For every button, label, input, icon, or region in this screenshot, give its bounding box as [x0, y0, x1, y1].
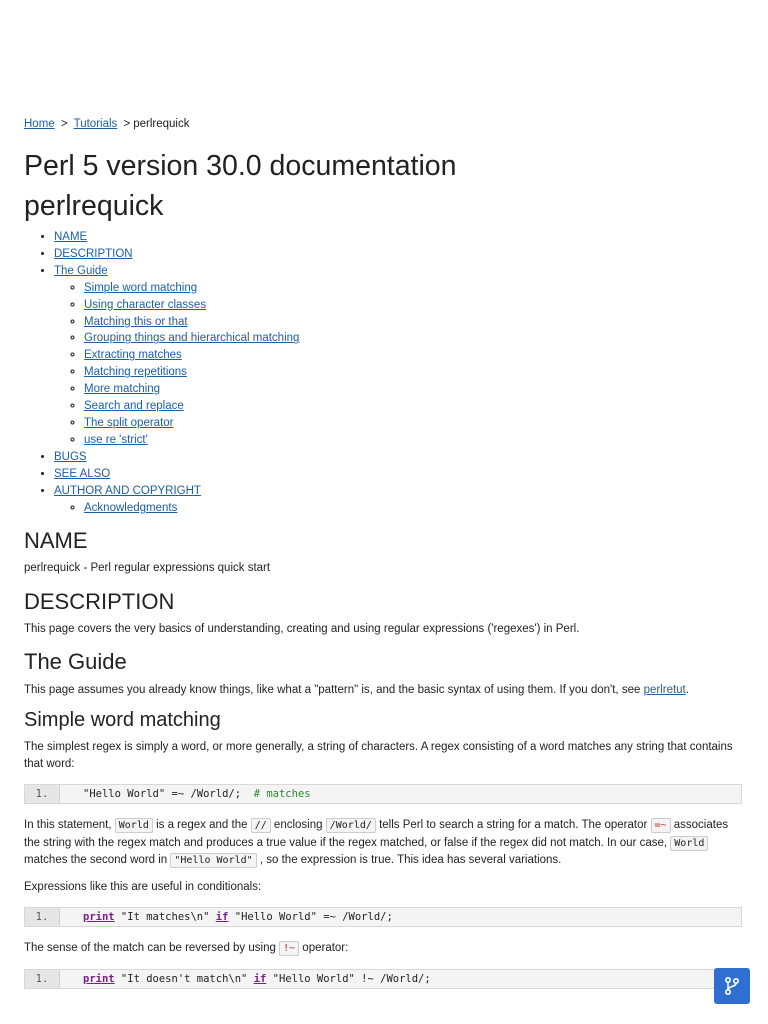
toc-link-guide[interactable]: The Guide: [54, 264, 108, 277]
name-text: perlrequick - Perl regular expressions quick start: [24, 562, 271, 574]
toc-sublist-guide: [54, 280, 299, 449]
toc-subitem: [84, 500, 299, 517]
toc-subitem: [84, 415, 299, 432]
simple-intro-text: The simplest regex is simply a word, or more generally, a string of characters. A regex consisting of a word matches any string that contains that word:: [24, 741, 733, 770]
toc-link-this-or-that[interactable]: Matching this or that: [84, 315, 188, 328]
para-text: enclosing: [270, 819, 326, 831]
inline-code: //: [251, 818, 271, 833]
toc-item: [54, 483, 299, 517]
para-text: is a regex and the: [152, 819, 251, 831]
code-text: "Hello World" =~ /World/;: [228, 911, 393, 923]
breadcrumb: [24, 118, 189, 130]
line-number: 1.: [25, 785, 60, 803]
guide-text-before: This page assumes you already know things, like what a "pattern" is, and the basic syntax of using them. If you don't, see: [24, 684, 644, 696]
toc-link-extracting[interactable]: Extracting matches: [84, 349, 182, 362]
line-number: 1.: [25, 908, 60, 926]
toc-subitem: [84, 347, 299, 364]
para-text: The sense of the match can be reversed by using: [24, 942, 280, 954]
toc-link-name[interactable]: NAME: [54, 231, 88, 243]
toc-link-character-classes[interactable]: Using character classes: [84, 298, 207, 311]
toc-link-see-also[interactable]: SEE ALSO: [54, 467, 111, 480]
page-subtitle: perlrequick: [24, 190, 164, 222]
inline-code: World: [115, 818, 153, 833]
code-keyword[interactable]: if: [253, 973, 267, 985]
breadcrumb-current: perlrequick: [133, 118, 190, 130]
toc-link-use-re-strict[interactable]: use re 'strict': [84, 433, 148, 446]
code-text: "Hello World" =~ /World/;: [83, 788, 254, 800]
code-block-1: [24, 784, 742, 804]
code-text: "It matches\n": [114, 911, 216, 923]
para-text: In this statement,: [24, 819, 115, 831]
para-text: associates the string with the regex match and produces a true value if the regex matched, or false if the regex did not match. In our case,: [24, 819, 729, 849]
toc-subitem: [84, 280, 299, 297]
code-keyword[interactable]: if: [215, 911, 229, 923]
code-text: "Hello World" !~ /World/;: [266, 973, 431, 985]
code-line: [83, 908, 393, 926]
inline-code-operator: !~: [279, 941, 299, 956]
toc-link-bugs[interactable]: BUGS: [54, 450, 87, 463]
toc-subitem: [84, 364, 299, 381]
section-heading-name: NAME: [24, 528, 88, 553]
line-number: 1.: [25, 970, 60, 988]
para-text: matches the second word in: [24, 854, 171, 866]
guide-text: [24, 682, 744, 699]
description-text: This page covers the very basics of understanding, creating and using regular expressions ('regexes') in Perl.: [24, 623, 580, 635]
toc-link-split[interactable]: The split operator: [84, 416, 174, 429]
inline-code: "Hello World": [170, 853, 256, 868]
breadcrumb-home-link[interactable]: Home: [24, 118, 55, 130]
code-line: [83, 785, 311, 803]
toc-subitem: [84, 398, 299, 415]
floating-action-button[interactable]: [714, 968, 750, 1004]
section-heading-simple-word-matching: Simple word matching: [24, 709, 221, 731]
page-title: Perl 5 version 30.0 documentation: [24, 150, 457, 182]
code-keyword[interactable]: print: [83, 911, 115, 923]
toc-item: [54, 263, 299, 449]
toc-item: [54, 246, 299, 263]
toc-sublist-author: [54, 500, 299, 517]
code-block-2: [24, 907, 742, 927]
inline-code-operator: =~: [651, 818, 671, 833]
toc-item: [54, 449, 299, 466]
para-text: tells Perl to search a string for a match. The operator: [375, 819, 651, 831]
branch-icon: [723, 976, 741, 996]
code-block-3: [24, 969, 742, 989]
toc-link-repetitions[interactable]: Matching repetitions: [84, 366, 187, 379]
toc-link-description[interactable]: DESCRIPTION: [54, 247, 133, 260]
breadcrumb-separator: >: [123, 118, 131, 130]
inline-code: /World/: [326, 818, 376, 833]
toc-link-grouping[interactable]: Grouping things and hierarchical matching: [84, 332, 300, 345]
breadcrumb-separator: >: [60, 118, 68, 130]
para-text: , so the expression is true. This idea has several variations.: [256, 854, 562, 866]
section-heading-guide: The Guide: [24, 649, 127, 674]
conditionals-text: Expressions like this are useful in conditionals:: [24, 881, 262, 893]
breadcrumb-tutorials-link[interactable]: Tutorials: [73, 118, 118, 130]
toc-link-simple-word-matching[interactable]: Simple word matching: [84, 281, 198, 294]
toc-subitem: [84, 314, 299, 331]
toc-link-author[interactable]: AUTHOR AND COPYRIGHT: [54, 484, 201, 497]
toc-subitem: [84, 432, 299, 449]
code-text: "It doesn't match\n": [114, 973, 254, 985]
inline-code: World: [670, 836, 708, 851]
toc-link-search-replace[interactable]: Search and replace: [84, 400, 184, 413]
code-line: [83, 970, 431, 988]
toc-subitem: [84, 381, 299, 398]
table-of-contents: [24, 229, 299, 516]
toc-link-more-matching[interactable]: More matching: [84, 383, 161, 396]
toc-link-acknowledgments[interactable]: Acknowledgments: [84, 501, 178, 514]
toc-subitem: [84, 330, 299, 347]
perlretut-link[interactable]: perlretut: [643, 684, 686, 696]
section-heading-description: DESCRIPTION: [24, 589, 175, 614]
toc-subitem: [84, 297, 299, 314]
toc-item: [54, 466, 299, 483]
code-comment: # matches: [253, 788, 311, 800]
code-keyword[interactable]: print: [83, 973, 115, 985]
reverse-match-text: [24, 940, 744, 958]
para-text: operator:: [299, 942, 349, 954]
statement-paragraph: [24, 817, 744, 870]
toc-item: [54, 229, 299, 246]
guide-text-after: .: [685, 684, 689, 696]
